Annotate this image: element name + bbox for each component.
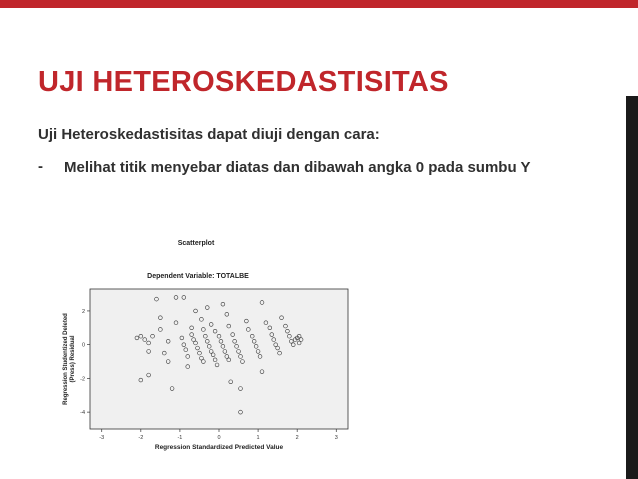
x-tick-label: -3: [99, 435, 105, 441]
x-axis-ticks: [99, 429, 338, 441]
slide-title: UJI HETEROSKEDASTISITAS: [38, 66, 449, 98]
y-tick-label: 2: [81, 308, 85, 315]
top-accent-bar: [0, 0, 638, 8]
right-edge-bar: [626, 96, 638, 479]
y-tick-label: 0: [81, 342, 85, 349]
slide-subtitle: Uji Heteroskedastisitas dapat diuji dengan cara:: [38, 126, 380, 143]
x-tick-label: 0: [217, 435, 221, 441]
x-axis-label: Regression Standardized Predicted Value: [154, 444, 284, 451]
plot-area: [90, 289, 348, 429]
scatterplot-svg: [60, 232, 360, 452]
chart-title: Scatterplot: [177, 240, 215, 247]
bullet-text: Melihat titik menyebar diatas dan dibawah angka 0 pada sumbu Y: [64, 159, 531, 176]
x-tick-label: -1: [177, 435, 183, 441]
y-axis-label: Regression Studentized Deleted(Press) Residual: [63, 313, 76, 405]
y-tick-label: -4: [80, 410, 85, 417]
chart-subtitle: Dependent Variable: TOTALBE: [147, 273, 249, 280]
y-axis-ticks: [80, 309, 90, 416]
bullet-marker: -: [38, 158, 43, 175]
x-tick-label: -2: [138, 435, 144, 441]
x-tick-label: 3: [334, 435, 338, 441]
scatterplot-figure: [60, 232, 360, 452]
y-tick-label: -2: [80, 376, 85, 383]
x-tick-label: 2: [295, 435, 299, 441]
x-tick-label: 1: [256, 435, 260, 441]
